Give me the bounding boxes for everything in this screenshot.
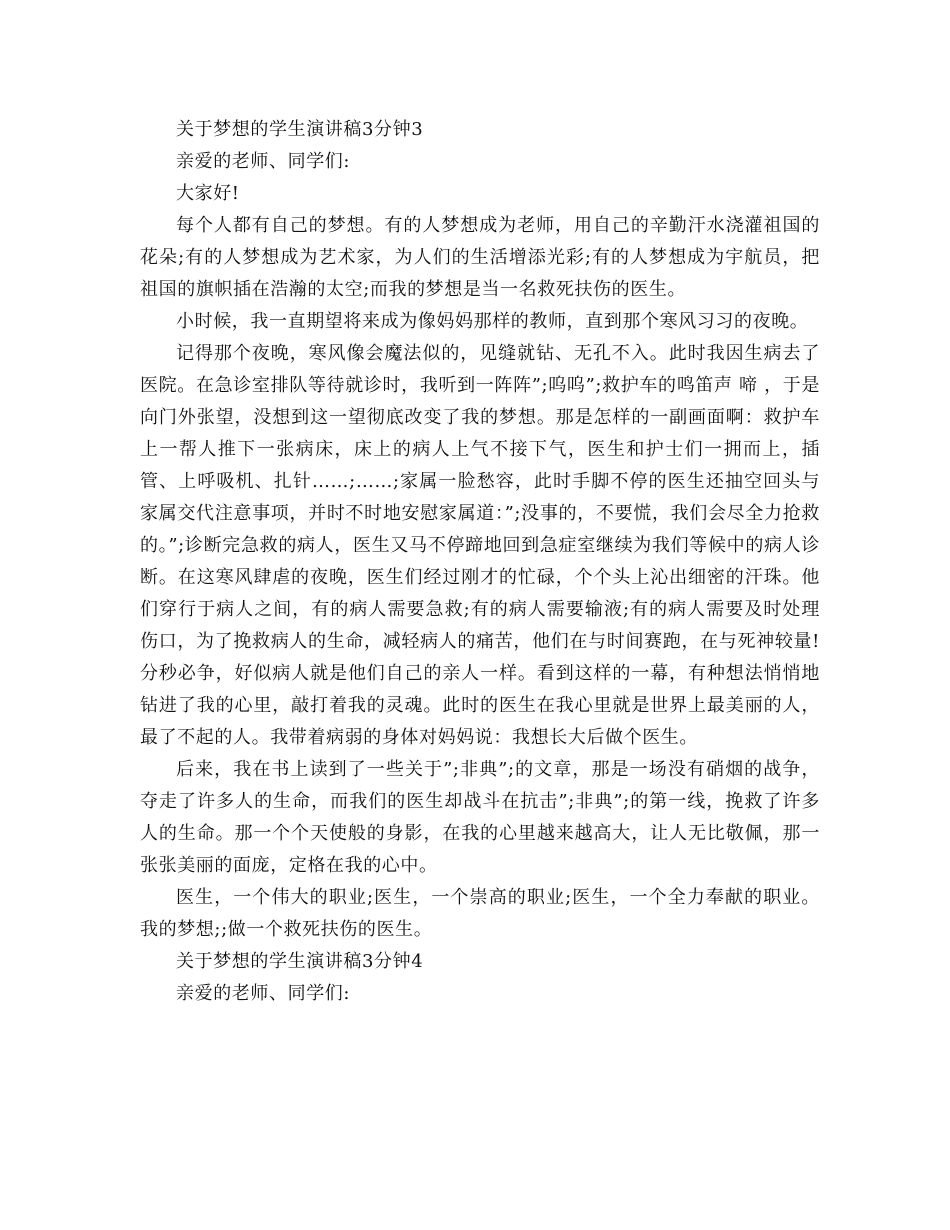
paragraph-hospital-night: 记得那个夜晚，寒风像会魔法似的，见缝就钻、无孔不入。此时我因生病去了医院。在急诊室排队等待就诊时，我听到一阵阵”;呜呜”;救护车的鸣笛声 啼 ，于是向门外张望，没想到这一望彻底改变了我的梦想。那是怎样的一副画面啊：救护车上一帮人推下一张病床，床上的病人上气不接下气，医生和护士们一拥而上，插管、上呼吸机、扎针……;……;家属一脸愁容，此时手脚不停的医生还抽空回头与家属交代注意事项，并时不时地安慰家属道：”;没事的，不要慌，我们会尽全力抢救的。”;诊断完急救的病人，医生又马不停蹄地回到急症室继续为我们等候中的病人诊断。在这寒风肆虐的夜晚，医生们经过刚才的忙碌，个个头上沁出细密的汗珠。他们穿行于病人之间，有的病人需要急救;有的病人需要输液;有的病人需要及时处理伤口，为了挽救病人的生命，减轻病人的痛苦，他们在与时间赛跑，在与死神较量!分秒必争，好似病人就是他们自己的亲人一样。看到这样的一幕，有种想法悄悄地钻进了我的心里，敲打着我的灵魂。此时的医生在我心里就是世界上最美丽的人，最了不起的人。我带着病弱的身体对妈妈说：我想长大后做个医生。 (140, 343, 820, 748)
speech-title: 关于梦想的学生演讲稿3分钟3 (176, 119, 424, 140)
document-body (140, 114, 820, 1010)
speech-title-next: 关于梦想的学生演讲稿3分钟4 (176, 951, 424, 972)
greeting: 大家好! (176, 183, 240, 204)
salutation: 亲爱的老师、同学们: (176, 151, 351, 172)
paragraph-dreams-intro: 每个人都有自己的梦想。有的人梦想成为老师，用自己的辛勤汗水浇灌祖国的花朵;有的人梦想成为艺术家，为人们的生活增添光彩;有的人梦想成为宇航员，把祖国的旗帜插在浩瀚的太空;而我的梦想是当一名救死扶伤的医生。 (140, 215, 820, 300)
paragraph-childhood: 小时候，我一直期望将来成为像妈妈那样的教师，直到那个寒风习习的夜晚。 (176, 311, 809, 332)
paragraph-conclusion: 医生，一个伟大的职业;医生，一个崇高的职业;医生，一个全力奉献的职业。我的梦想;;做一个救死扶伤的医生。 (140, 887, 821, 940)
paragraph-sars: 后来，我在书上读到了一些关于”;非典”;的文章，那是一场没有硝烟的战争，夺走了许多人的生命，而我们的医生却战斗在抗击”;非典”;的第一线，挽救了许多人的生命。那一个个天使般的身影，在我的心里越来越高大，让人无比敬佩，那一张张美丽的面庞，定格在我的心中。 (140, 759, 820, 876)
salutation-next: 亲爱的老师、同学们: (176, 983, 351, 1004)
